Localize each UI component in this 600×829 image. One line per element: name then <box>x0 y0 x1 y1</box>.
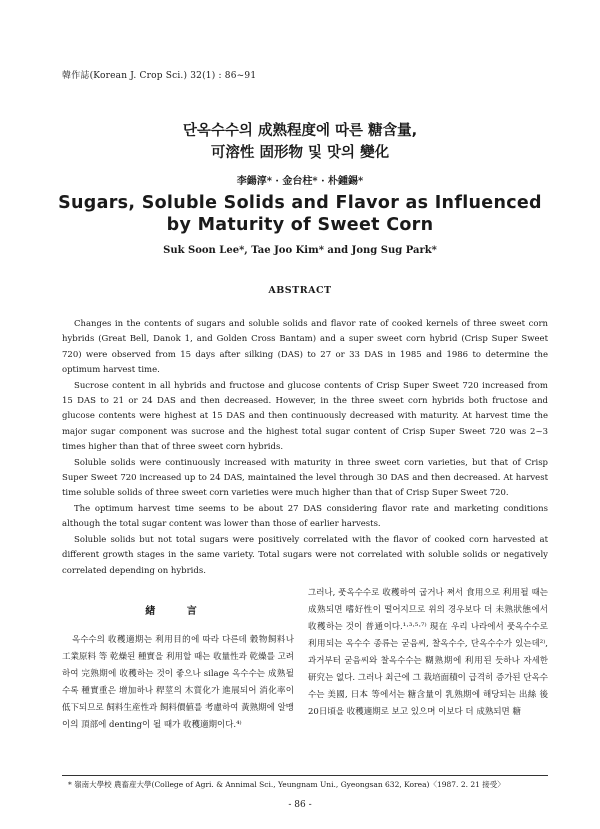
korean-title-line-1: 단옥수수의 成熟程度에 따른 糖含量, <box>182 123 418 139</box>
abstract-paragraph: Sucrose content in all hybrids and fructose and glucose contents of Crisp Super Sweet 720 increased from 15 DAS to 21 or 24 DAS and then decreased. However, in the three sweet corn hybrids both fructose and glucose contents were highest at 15 DAS and then continuously decreased with maturity. At harvest time the major sugar component was sucrose and the highest total sugar content of Crisp Super Sweet 720 was 2~3 times higher than that of three sweet corn hybrids. <box>62 380 548 453</box>
right-column <box>308 585 548 721</box>
page-number: - 86 - <box>288 800 312 810</box>
abstract-body <box>62 317 548 579</box>
abstract-paragraph: Soluble solids but not total sugars were positively correlated with the flavor of cooked corn harvested at different growth stages in the same variety. Total sugars were not correlated with soluble solids or negatively correlated depending on hybrids. <box>62 534 548 576</box>
affiliation-footnote: * 嶺南大學校 農畜産大學(College of Agri. & Annimal Sci., Yeungnam Uni., Gyeongsan 632, Korea)〈1987. 2. 21 接受〉 <box>68 780 505 789</box>
english-title-line-2: by Maturity of Sweet Corn <box>166 215 434 235</box>
english-authors: Suk Soon Lee*, Tae Joo Kim* and Jong Sug Park* <box>163 245 437 256</box>
journal-citation: 韓作誌(Korean J. Crop Sci.) 32(1) : 86~91 <box>62 71 257 81</box>
left-column-text: 옥수수의 收穫適期는 利用目的에 따라 다른데 穀物飼料나 工業原料 等 乾燥된 種實을 利用할 때는 收量性과 乾燥를 고려하여 完熟期에 收穫하는 것이 좋으나 silage 옥수수는 成熟될수록 種實重은 增加하나 稈莖의 木質化가 進展되어 消化率이 低下되므로 飼料生産性과 飼料價値를 考慮하여 黃熟期에 알맹이의 頂部에 denting이 될 때가 收穫適期이다.⁴⁾ <box>62 635 294 730</box>
korean-title-line-2: 可溶性 固形物 및 맛의 變化 <box>210 145 390 161</box>
abstract-heading: ABSTRACT <box>268 285 332 296</box>
introduction-heading: 緖 言 <box>145 606 211 617</box>
footnote-divider <box>62 775 548 776</box>
korean-authors: 李鍚淳* · 金台柱* · 朴鍾錫* <box>236 176 364 187</box>
left-column <box>62 585 294 734</box>
abstract-paragraph: Changes in the contents of sugars and soluble solids and flavor rate of cooked kernels of three sweet corn hybrids (Great Bell, Danok 1, and Golden Cross Bantam) and a super sweet corn hybrid (Crisp Super Sweet 720) were observed from 15 days after silking (DAS) to 27 or 33 DAS in 1985 and 1986 to determine the optimum harvest time. <box>62 319 548 376</box>
english-title-line-1: Sugars, Soluble Solids and Flavor as Influenced <box>58 193 542 213</box>
abstract-paragraph: Soluble solids were continuously increased with maturity in three sweet corn varieties, but that of Crisp Super Sweet 720 increased up to 24 DAS, maintained the level through 30 DAS and then decreased. At harvest time soluble solids of three sweet corn varieties were much higher than that of Crisp Super Sweet 720. <box>62 457 548 499</box>
abstract-paragraph: The optimum harvest time seems to be about 27 DAS considering flavor rate and marketing conditions although the total sugar content was lower than those of earlier harvests. <box>62 503 548 530</box>
right-column-text: 그러나, 풋옥수수로 收穫하여 굽거나 쪄서 食用으로 利用될 때는 成熟되면 嗜好性이 떨어지므로 위의 경우보다 더 未熟狀態에서 收穫하는 것이 普通이다.¹·³·⁵·⁷⁾ 現在 우리 나라에서 풋옥수수로 利用되는 옥수수 종류는 굳음씨, 찰옥수수, 단옥수수가 있는데²⁾, 과거부터 굳음씨와 찰옥수수는 糊熟期에 利用된 듯하나 자세한 研究는 없다. 그러나 최근에 그 栽培面積이 급격히 증가된 단옥수수는 美國, 日本 等에서는 糖含量이 乳熟期에 해당되는 出絲 後 20日頃을 收穫適期로 보고 있으며 이보다 더 成熟되면 糖 <box>308 588 548 717</box>
